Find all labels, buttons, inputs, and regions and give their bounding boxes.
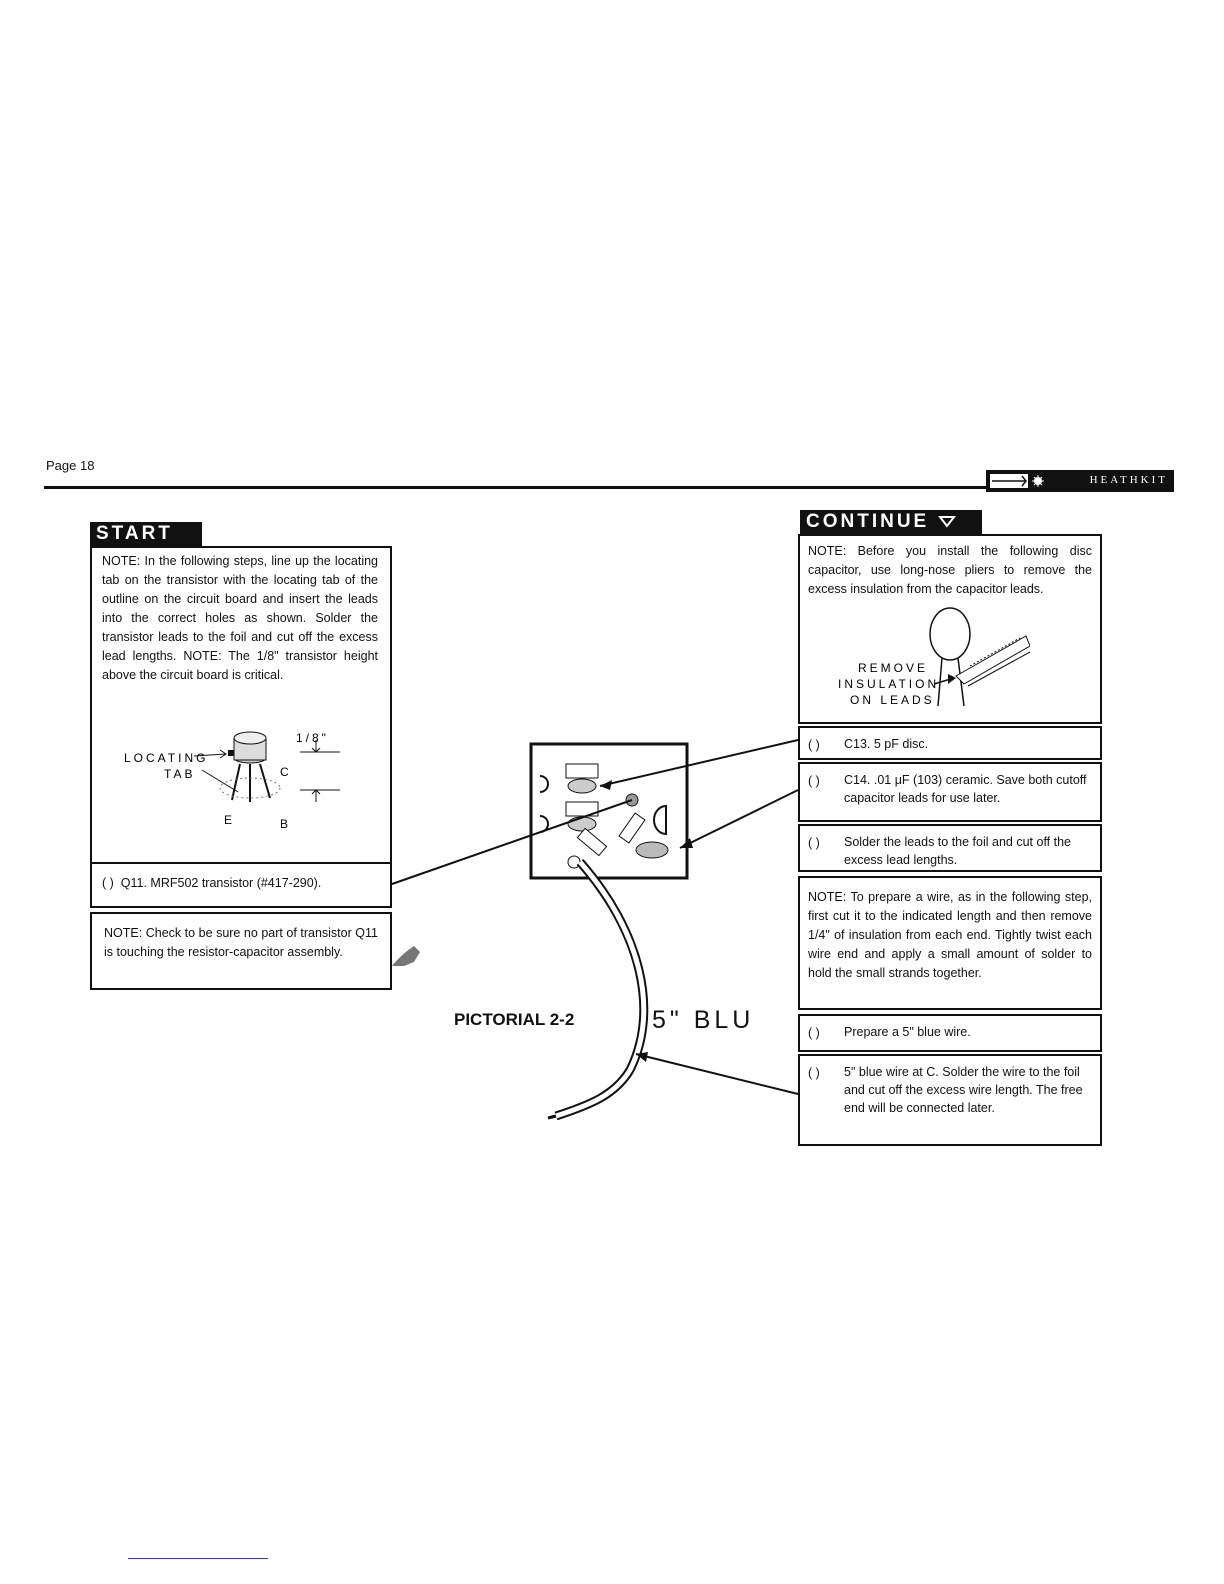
step-text: C13. 5 pF disc. xyxy=(844,737,929,751)
continue-banner-label: CONTINUE xyxy=(806,511,930,532)
start-banner-label: START xyxy=(96,523,173,544)
checkbox[interactable]: ( ) xyxy=(808,738,820,752)
lead-c-label: C xyxy=(280,765,292,779)
step-text: Q11. MRF502 transistor (#417-290). xyxy=(120,876,322,890)
page-number: Page 18 xyxy=(46,458,95,473)
checkbox[interactable]: ( ) xyxy=(808,774,820,788)
lead-e-label: E xyxy=(224,813,236,827)
hand-pointer-icon xyxy=(392,946,420,966)
remove-label: REMOVE xyxy=(858,661,929,675)
wire-note-text: NOTE: To prepare a wire, as in the following step, first cut it to the indicated length and then remove 1/4" of insulation from each end. Tightly twist each wire end and apply a small amount of solder to hold the small strands together. xyxy=(808,890,1092,980)
checkbox[interactable]: ( ) xyxy=(102,876,114,890)
tab-label: TAB xyxy=(164,767,196,781)
lead-b-label: B xyxy=(280,817,292,831)
insulation-label: INSULATION xyxy=(838,677,940,691)
step-text: Prepare a 5" blue wire. xyxy=(844,1025,971,1039)
pictorial-label: PICTORIAL 2-2 xyxy=(454,1010,575,1029)
step-text: C14. .01 μF (103) ceramic. Save both cutoff capacitor leads for use later. xyxy=(844,773,1087,805)
check-note-text: NOTE: Check to be sure no part of transistor Q11 is touching the resistor-capacitor assembly. xyxy=(104,926,378,959)
height-label: 1/8" xyxy=(296,731,329,745)
footnote-rule xyxy=(128,1558,268,1559)
checkbox[interactable]: ( ) xyxy=(808,1026,820,1040)
start-note-text: NOTE: In the following steps, line up the locating tab on the transistor with the locating tab of the outline on the circuit board and insert the leads into the correct holes as shown. Solder the transistor leads to the foil and cut off the excess lead lengths. NOTE: The 1/8" transistor height above the circuit board is critical. xyxy=(102,554,378,682)
blue-wire-icon xyxy=(548,862,644,1118)
step-text: Solder the leads to the foil and cut off the excess lead lengths. xyxy=(844,835,1072,867)
circuit-board-icon xyxy=(531,744,687,878)
continue-note-text: NOTE: Before you install the following disc capacitor, use long-nose pliers to remove the excess insulation from the capacitor leads. xyxy=(808,544,1092,596)
checkbox[interactable]: ( ) xyxy=(808,836,820,850)
checkbox[interactable]: ( ) xyxy=(808,1066,820,1080)
wire-label: 5" BLU xyxy=(652,1006,755,1034)
on-leads-label: ON LEADS xyxy=(850,693,935,707)
locating-label: LOCATING xyxy=(124,751,209,765)
step-text: 5" blue wire at C. Solder the wire to the foil and cut off the excess wire length. The free end will be connected later. xyxy=(844,1065,1083,1115)
brand-name: HEATHKIT xyxy=(1089,474,1168,486)
